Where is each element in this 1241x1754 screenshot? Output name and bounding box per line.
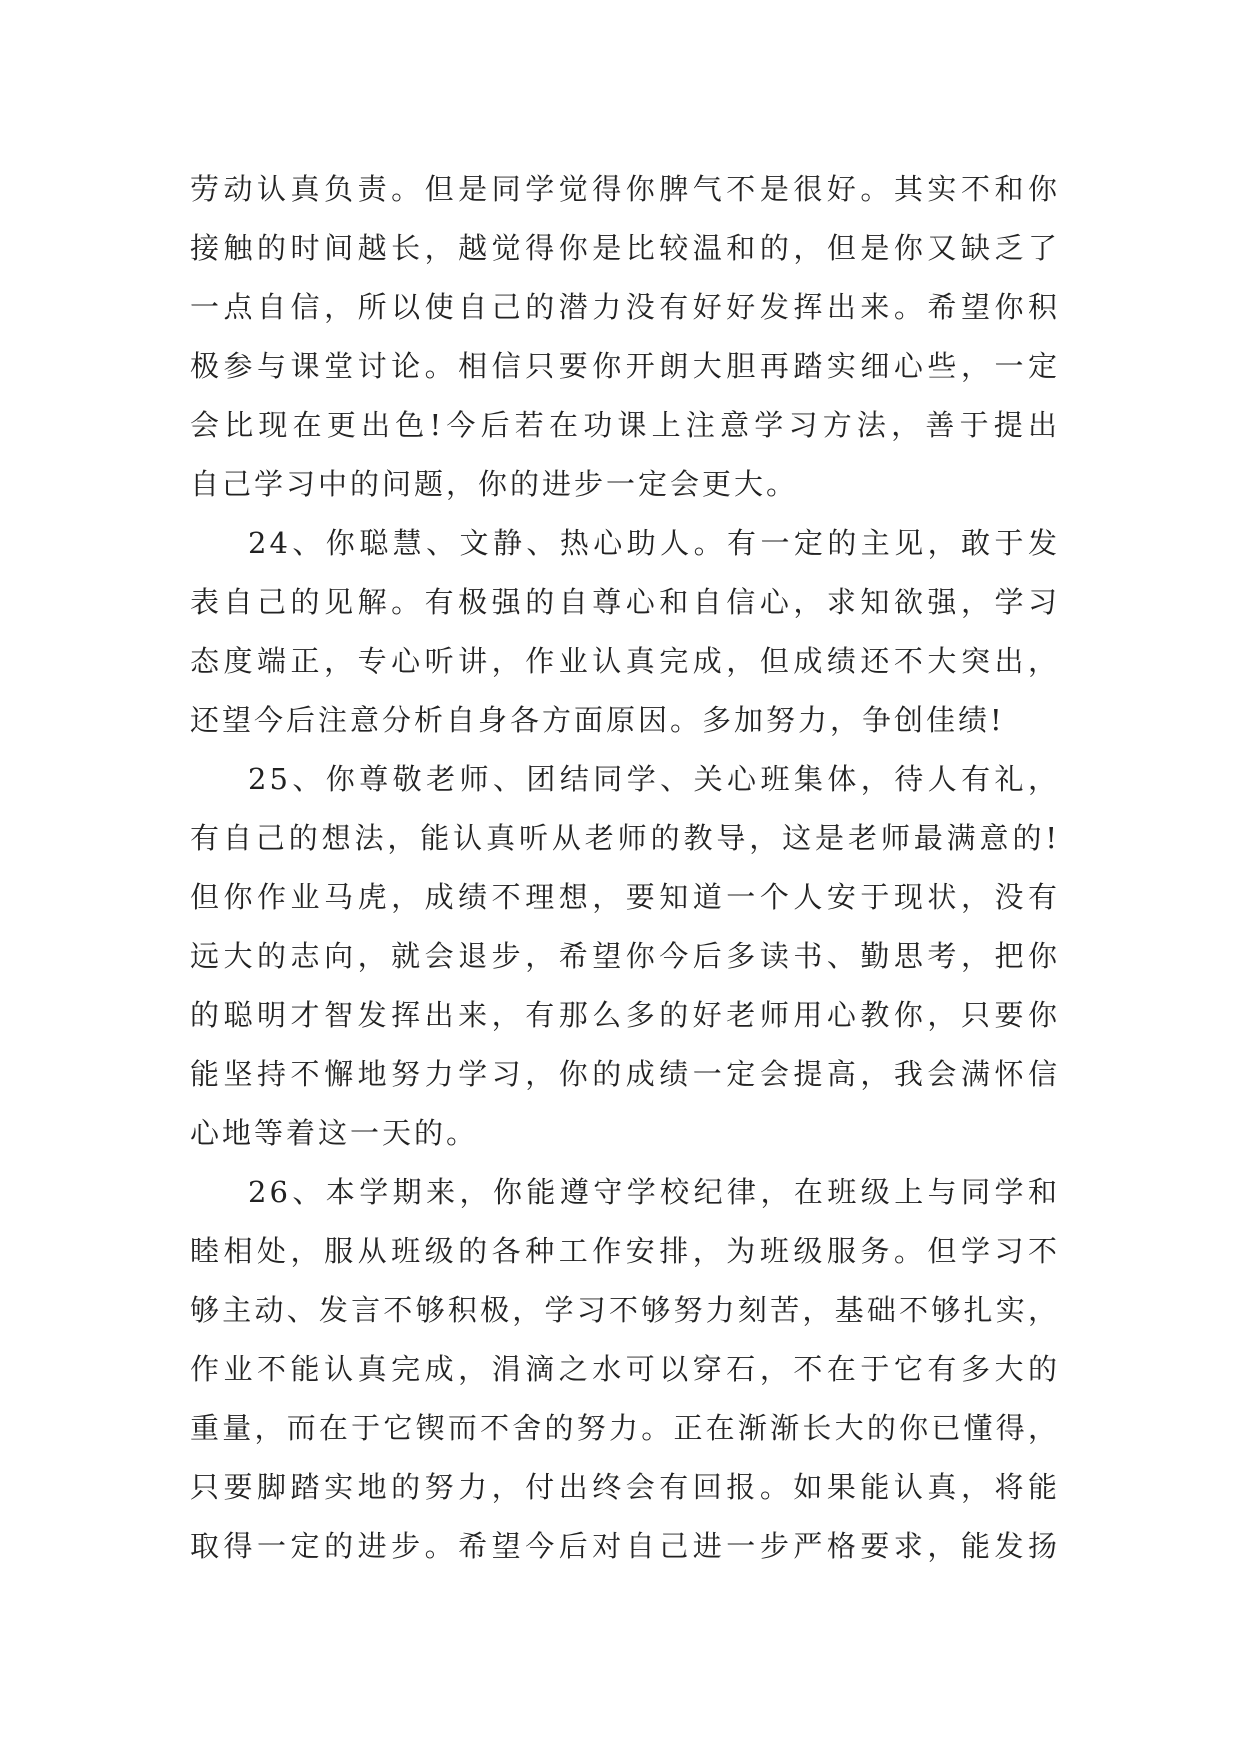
text-line: 自己学习中的问题，你的进步一定会更大。: [190, 467, 799, 501]
text-line: 但你作业马虎，成绩不理想，要知道一个人安于现状，没有: [190, 880, 1060, 914]
text-line: 接触的时间越长，越觉得你是比较温和的，但是你又缺乏了: [190, 231, 1060, 265]
text-line: 取得一定的进步。希望今后对自己进一步严格要求，能发扬: [190, 1529, 1060, 1563]
document-body: [190, 160, 1060, 1576]
text-line: 只要脚踏实地的努力，付出终会有回报。如果能认真，将能: [190, 1470, 1060, 1504]
text-line: 的聪明才智发挥出来，有那么多的好老师用心教你，只要你: [190, 998, 1060, 1032]
text-line: 心地等着这一天的。: [190, 1116, 479, 1150]
text-line: 远大的志向，就会退步，希望你今后多读书、勤思考，把你: [190, 939, 1060, 973]
paragraph-26-first-line: 26、本学期来，你能遵守学校纪律，在班级上与同学和: [248, 1175, 1060, 1209]
paragraph-24-first-line: 24、你聪慧、文静、热心助人。有一定的主见，敢于发: [248, 526, 1060, 560]
text-line: 极参与课堂讨论。相信只要你开朗大胆再踏实细心些，一定: [190, 349, 1060, 383]
text-line: 作业不能认真完成，涓滴之水可以穿石，不在于它有多大的: [190, 1352, 1060, 1386]
text-line: 态度端正，专心听讲，作业认真完成，但成绩还不大突出，: [190, 644, 1060, 678]
text-line: 有自己的想法，能认真听从老师的教导，这是老师最满意的!: [190, 821, 1060, 855]
text-line: 一点自信，所以使自己的潜力没有好好发挥出来。希望你积: [190, 290, 1060, 324]
text-line: 劳动认真负责。但是同学觉得你脾气不是很好。其实不和你: [190, 172, 1060, 206]
text-line: 会比现在更出色!今后若在功课上注意学习方法，善于提出: [190, 408, 1060, 442]
text-line: 重量，而在于它锲而不舍的努力。正在渐渐长大的你已懂得，: [190, 1411, 1060, 1445]
text-line: 表自己的见解。有极强的自尊心和自信心，求知欲强，学习: [190, 585, 1060, 619]
text-line: 能坚持不懈地努力学习，你的成绩一定会提高，我会满怀信: [190, 1057, 1060, 1091]
text-line: 睦相处，服从班级的各种工作安排，为班级服务。但学习不: [190, 1234, 1060, 1268]
text-line: 够主动、发言不够积极，学习不够努力刻苦，基础不够扎实，: [190, 1293, 1060, 1327]
text-line: 还望今后注意分析自身各方面原因。多加努力，争创佳绩!: [190, 703, 1005, 737]
paragraph-25-first-line: 25、你尊敬老师、团结同学、关心班集体，待人有礼，: [248, 762, 1060, 796]
